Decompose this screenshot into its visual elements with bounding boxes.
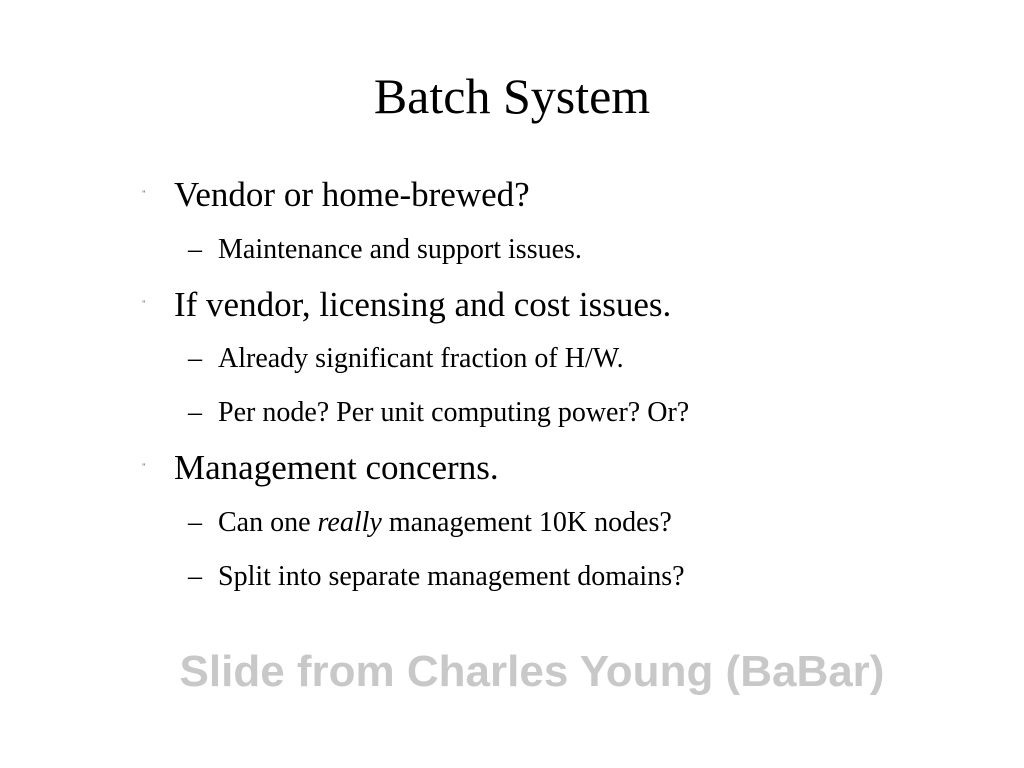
sub-bullet-text: Already significant fraction of H/W. [218, 343, 624, 374]
sub-bullet-item-2-1 [188, 343, 624, 375]
sub-bullet-text-after: management 10K nodes? [381, 507, 672, 538]
slide-credit: Slide from Charles Young (BaBar) [179, 647, 885, 696]
dash-marker: – [188, 397, 202, 428]
sub-bullet-text: Split into separate management domains? [218, 561, 685, 592]
sub-bullet-text-before: Can one [218, 507, 318, 538]
bullet-marker: " [142, 299, 146, 309]
sub-bullet-item-3-2 [188, 561, 685, 593]
sub-bullet-item-3-1 [188, 507, 672, 539]
bullet-text: Vendor or home-brewed? [174, 175, 530, 214]
sub-bullet-text: Maintenance and support issues. [218, 234, 582, 265]
sub-bullet-item-2-2 [188, 397, 690, 429]
dash-marker: – [188, 343, 202, 374]
emphasis-text: really [317, 507, 382, 538]
bullet-marker: " [142, 189, 146, 199]
dash-marker: – [188, 507, 202, 538]
bullet-item-1 [142, 175, 530, 215]
bullet-item-2 [142, 285, 672, 325]
bullet-text: Management concerns. [174, 448, 499, 487]
bullet-text: If vendor, licensing and cost issues. [174, 285, 672, 324]
bullet-marker: " [142, 462, 146, 472]
dash-marker: – [188, 561, 202, 592]
bullet-item-3 [142, 448, 499, 488]
sub-bullet-item-1-1 [188, 234, 582, 266]
dash-marker: – [188, 234, 202, 265]
sub-bullet-text: Per node? Per unit computing power? Or? [218, 397, 690, 428]
slide-title: Batch System [373, 68, 651, 124]
